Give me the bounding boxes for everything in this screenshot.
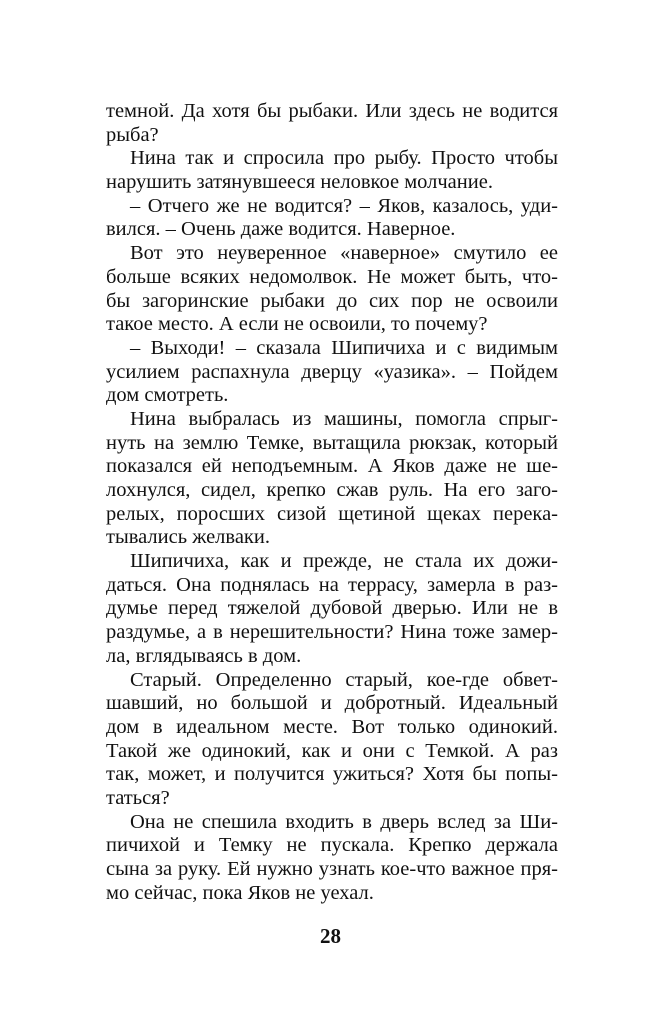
text-line-34: мо сейчас, пока Яков не уехал. bbox=[106, 881, 374, 904]
text-line-11: – Выходи! – сказала Шипичиха и с видимым bbox=[130, 336, 558, 359]
text-line-1: темной. Да хотя бы рыбаки. Или здесь не водится bbox=[106, 100, 558, 122]
text-line-22: думье перед тяжелой дубовой дверью. Или не в bbox=[106, 597, 558, 620]
text-line-3: Нина так и спросила про рыбу. Просто чтобы bbox=[130, 147, 558, 170]
text-line-17: лохнулся, сидел, крепко сжав руль. На его заго- bbox=[106, 479, 558, 501]
text-line-14: Нина выбралась из машины, помогла спрыг- bbox=[130, 407, 558, 430]
text-line-29: так, может, и получится ужиться? Хотя бы попы- bbox=[106, 763, 558, 786]
text-line-9: бы загоринские рыбаки до сих пор не освоили bbox=[106, 289, 558, 312]
page-number: 28 bbox=[320, 924, 341, 948]
text-line-6: вился. – Очень даже водится. Наверное. bbox=[106, 218, 456, 241]
text-line-18: релых, поросших сизой щетиной щеках перека- bbox=[106, 502, 558, 525]
text-line-20: Шипичиха, как и прежде, не стала их дожи- bbox=[130, 550, 558, 573]
text-line-23: раздумье, а в нерешительности? Нина тоже замер- bbox=[106, 621, 558, 644]
text-line-15: нуть на землю Темке, вытащила рюкзак, который bbox=[106, 431, 558, 454]
text-line-26: шавший, но большой и добротный. Идеальный bbox=[106, 692, 558, 715]
text-line-5: – Отчего же не водится? – Яков, казалось, уди- bbox=[130, 194, 558, 217]
text-line-21: даться. Она поднялась на террасу, замерла в раз- bbox=[106, 573, 558, 596]
text-line-10: такое место. А если не освоили, то почему? bbox=[106, 313, 488, 336]
text-line-8: больше всяких недомолвок. Не может быть, что- bbox=[106, 265, 558, 288]
text-line-7: Вот это неуверенное «наверное» смутило ее bbox=[130, 242, 558, 265]
text-line-33: сына за руку. Ей нужно узнать кое-что важное пря- bbox=[106, 858, 558, 880]
text-line-24: ла, вглядываясь в дом. bbox=[106, 644, 302, 667]
text-line-19: тывались желваки. bbox=[106, 526, 270, 549]
text-line-16: показался ей неподъемным. А Яков даже не ше- bbox=[106, 455, 558, 478]
text-line-31: Она не спешила входить в дверь вслед за Ши- bbox=[130, 810, 558, 833]
page-text-block bbox=[106, 100, 558, 905]
text-line-4: нарушить затянувшееся неловкое молчание. bbox=[106, 171, 493, 194]
text-line-27: дом в идеальном месте. Вот только одинокий. bbox=[106, 715, 558, 738]
text-line-25: Старый. Определенно старый, кое-где обвет- bbox=[130, 668, 558, 691]
text-line-2: рыба? bbox=[106, 123, 159, 146]
text-line-13: дом смотреть. bbox=[106, 384, 229, 407]
text-line-30: таться? bbox=[106, 786, 170, 809]
text-line-12: усилием распахнула дверцу «уазика». – Пойдем bbox=[106, 360, 558, 383]
text-line-32: пичихой и Темку не пускала. Крепко держала bbox=[106, 834, 558, 857]
text-line-28: Такой же одинокий, как и они с Темкой. А раз bbox=[106, 739, 558, 762]
